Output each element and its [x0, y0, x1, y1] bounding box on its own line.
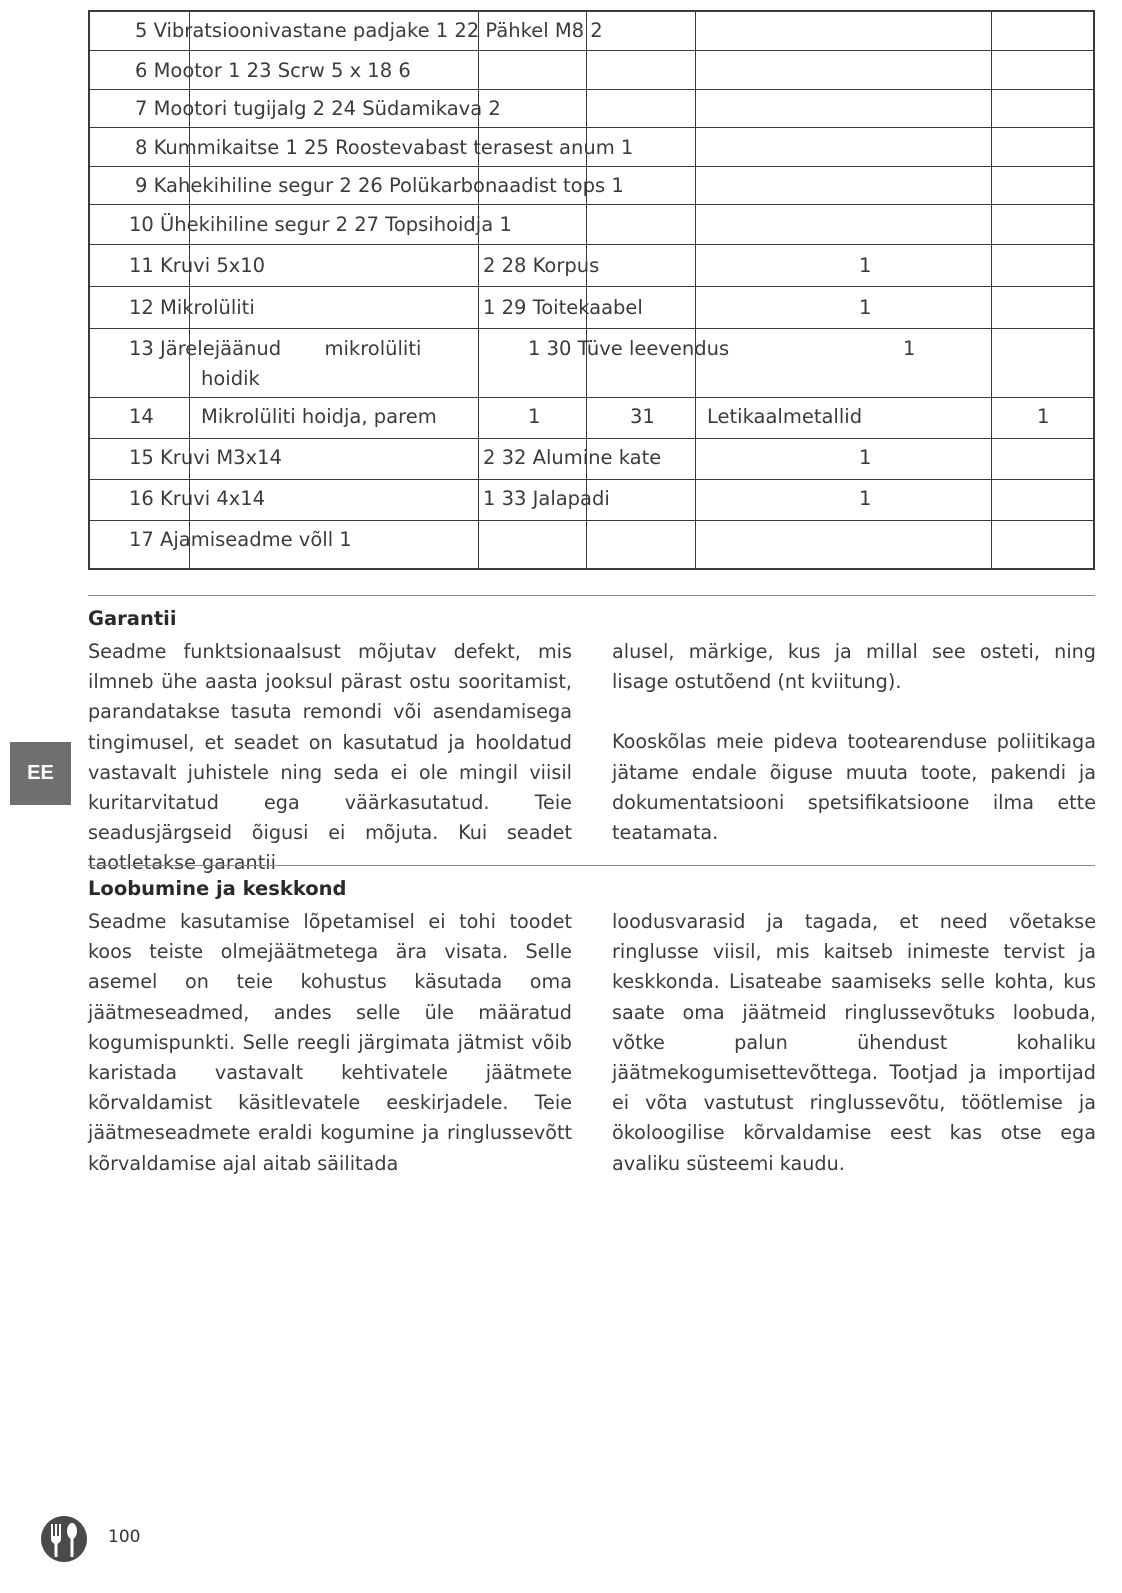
- table-row-divider: [90, 89, 1093, 90]
- table-column-divider: [991, 12, 992, 568]
- warranty-paragraph: alusel, märkige, kus ja millal see osteti, ning lisage ostutõend (nt kviitung).: [612, 640, 1096, 694]
- table-cell: 7 Mootori tugijalg 2 24 Südamikava 2: [135, 97, 501, 120]
- table-cell: 15 Kruvi M3x14: [129, 446, 282, 469]
- table-cell: 1: [903, 337, 916, 360]
- section-divider: [88, 595, 1095, 596]
- table-row-divider: [90, 166, 1093, 167]
- table-row-divider: [90, 520, 1093, 521]
- table-cell: 10 Ühekihiline segur 2 27 Topsihoidja 1: [129, 213, 512, 236]
- table-row-divider: [90, 50, 1093, 51]
- table-cell: Letikaalmetallid: [707, 405, 863, 428]
- table-cell: 1: [859, 446, 872, 469]
- table-cell: 5 Vibratsioonivastane padjake 1 22 Pähkel M8 2: [135, 19, 603, 42]
- table-cell: Mikrolüliti hoidja, parem: [201, 405, 437, 428]
- table-row-divider: [90, 438, 1093, 439]
- warranty-title: Garantii: [88, 607, 177, 630]
- disposal-paragraph: loodusvarasid ja tagada, et need võetakse ringlusse viisil, mis kaitseb inimeste tervist ja keskkonda. Lisateabe saamiseks selle kohta, kus saate oma jäätmeid ringlussevõtuks loobuda, võtke palun ühendust kohaliku jäätmekogumisettevõttega. Tootjad ja importijad ei võta vastutust ringlussevõtu, töötlemise ja ökoloogilise kõrvaldamise eest kas otse ega avaliku süsteemi kaudu.: [612, 910, 1096, 1175]
- table-cell: 1 33 Jalapadi: [483, 487, 610, 510]
- table-row-divider: [90, 328, 1093, 329]
- table-cell: 8 Kummikaitse 1 25 Roostevabast terasest anum 1: [135, 136, 634, 159]
- table-cell: 2 32 Alumine kate: [483, 446, 662, 469]
- disposal-left-column: [88, 907, 572, 1179]
- table-cell: 14: [129, 405, 154, 428]
- table-column-divider: [695, 12, 696, 568]
- warranty-paragraph: Kooskõlas meie pideva tootearenduse poliitikaga jätame endale õiguse muuta toote, pakendi ja dokumentatsiooni spetsifikatsioone ilma ette teatamata.: [612, 730, 1096, 845]
- table-cell: 1: [1037, 405, 1050, 428]
- table-cell: 13 Järelejäänud mikrolüliti: [129, 337, 422, 360]
- table-cell: hoidik: [201, 367, 260, 390]
- table-row-divider: [90, 397, 1093, 398]
- table-row-divider: [90, 479, 1093, 480]
- table-row-divider: [90, 286, 1093, 287]
- table-cell: 16 Kruvi 4x14: [129, 487, 266, 510]
- table-cell: 2 28 Korpus: [483, 254, 600, 277]
- page-number: 100: [108, 1527, 141, 1547]
- table-cell: 6 Mootor 1 23 Scrw 5 x 18 6: [135, 59, 411, 82]
- disposal-right-column: [612, 907, 1096, 1179]
- cutlery-logo-icon: [40, 1515, 88, 1563]
- table-cell: 1 29 Toitekaabel: [483, 296, 643, 319]
- table-cell: 17 Ajamiseadme võll 1: [129, 528, 352, 551]
- table-cell: 1: [859, 254, 872, 277]
- table-cell: 1: [859, 487, 872, 510]
- table-row-divider: [90, 204, 1093, 205]
- table-row-divider: [90, 244, 1093, 245]
- warranty-right-column: [612, 637, 1096, 848]
- warranty-left-column: [88, 637, 572, 879]
- table-row-divider: [90, 127, 1093, 128]
- language-badge: EE: [10, 742, 71, 805]
- disposal-paragraph: Seadme kasutamise lõpetamisel ei tohi toodet koos teiste olmejäätmetega ära visata. Selle asemel on teie kohustus käsutada oma jäätmeseadmed, andes selle üle määratud kogumispunkti. Selle reegli järgimata jätmist võib karistada vastavalt kehtivatele jäätmete kõrvaldamist käsitlevatele eeskirjadele. Teie jäätmeseadmete eraldi kogumine ja ringlussevõtt kõrvaldamise ajal aitab säilitada: [88, 910, 572, 1175]
- section-divider: [88, 865, 1095, 866]
- table-cell: 31: [630, 405, 655, 428]
- table-cell: 1 30 Tüve leevendus: [528, 337, 730, 360]
- table-cell: 12 Mikrolüliti: [129, 296, 255, 319]
- warranty-paragraph: Seadme funktsionaalsust mõjutav defekt, mis ilmneb ühe aasta jooksul pärast ostu sooritamist, parandatakse tasuta remondi või asendamisega tingimusel, et seadet on kasutatud ja hooldatud vastavalt juhistele ning seda ei ole mingil viisil kuritarvitatud ega väärkasutatud. Teie seadusjärgseid õigusi ei mõjuta. Kui seadet taotletakse garantii: [88, 640, 572, 875]
- table-cell: 9 Kahekihiline segur 2 26 Polükarbonaadist tops 1: [135, 174, 624, 197]
- table-cell: 1: [528, 405, 541, 428]
- table-cell: 1: [859, 296, 872, 319]
- disposal-title: Loobumine ja keskkond: [88, 877, 347, 900]
- parts-table: [88, 10, 1095, 570]
- table-cell: 11 Kruvi 5x10: [129, 254, 266, 277]
